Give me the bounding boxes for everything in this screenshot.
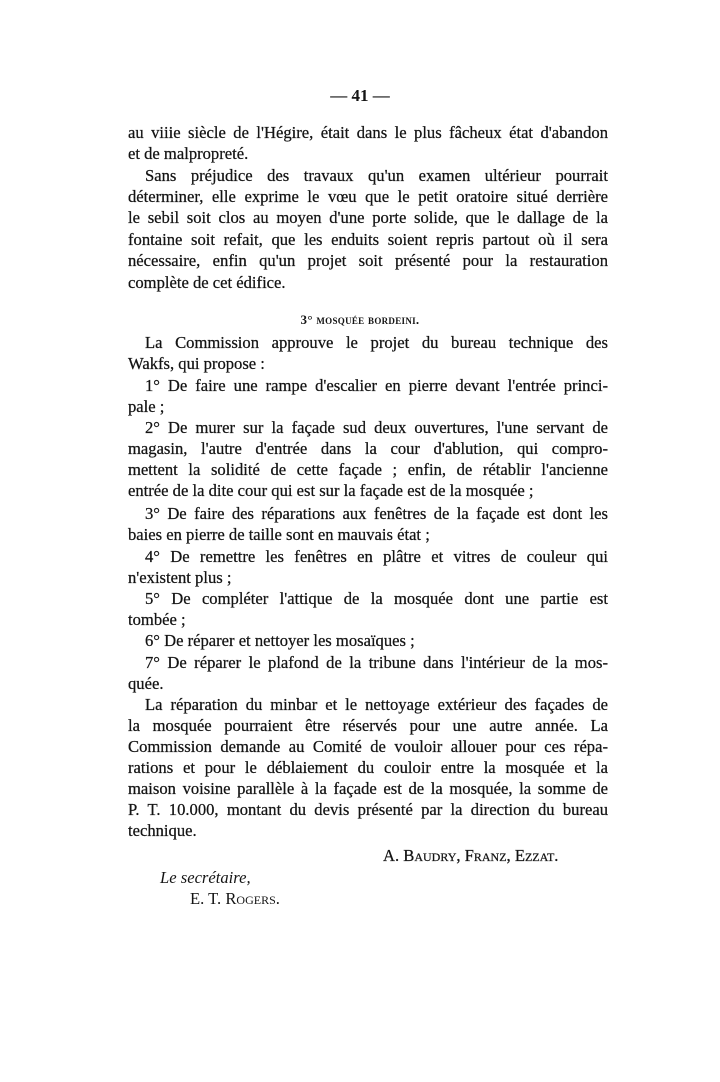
text-line: complète de cet édifice. bbox=[128, 273, 286, 292]
text-line: 3° De faire des réparations aux fenêtres de la façade est dont les bbox=[145, 504, 608, 523]
text-line: pale ; bbox=[128, 397, 165, 416]
text-line: Commission demande au Comité de vouloir allouer pour ces répa- bbox=[128, 737, 608, 756]
secretary-name: E. T. Rogers. bbox=[190, 889, 280, 908]
text-line: n'existent plus ; bbox=[128, 568, 232, 587]
text-line: et de malpropreté. bbox=[128, 144, 249, 163]
text-line: Sans préjudice des travaux qu'un examen ultérieur pourrait bbox=[145, 166, 608, 185]
text-line: entrée de la dite cour qui est sur la façade est de la mosquée ; bbox=[128, 481, 534, 500]
text-line: Wakfs, qui propose : bbox=[128, 354, 265, 373]
text-line: le sebil soit clos au moyen d'une porte solide, que le dallage de la bbox=[128, 208, 608, 227]
text-line: technique. bbox=[128, 821, 197, 840]
text-line: La réparation du minbar et le nettoyage extérieur des façades de bbox=[145, 695, 608, 714]
text-line: mettent la solidité de cette façade ; enfin, de rétablir l'ancienne bbox=[128, 460, 608, 479]
text-line: au viiie siècle de l'Hégire, était dans le plus fâcheux état d'abandon bbox=[128, 123, 608, 142]
text-line: 4° De remettre les fenêtres en plâtre et vitres de couleur qui bbox=[145, 547, 608, 566]
signatories: A. Baudry, Franz, Ezzat. bbox=[383, 846, 559, 865]
text-line: nécessaire, enfin qu'un projet soit présenté pour la restauration bbox=[128, 251, 608, 270]
text-line: 1° De faire une rampe d'escalier en pierre devant l'entrée princi- bbox=[145, 376, 608, 395]
text-line: rations et pour le déblaiement du couloir entre la mosquée et la bbox=[128, 758, 608, 777]
text-line: tombée ; bbox=[128, 610, 186, 629]
text-line: La Commission approuve le projet du bureau technique des bbox=[145, 333, 608, 352]
text-line: 5° De compléter l'attique de la mosquée dont une partie est bbox=[145, 589, 608, 608]
text-line: déterminer, elle exprime le vœu que le petit oratoire situé derrière bbox=[128, 187, 608, 206]
text-line: magasin, l'autre d'entrée dans la cour d'ablution, qui compro- bbox=[128, 439, 608, 458]
text-line: fontaine soit refait, que les enduits soient repris partout où il sera bbox=[128, 230, 608, 249]
page-number: — 41 — bbox=[330, 86, 390, 105]
text-line: quée. bbox=[128, 674, 164, 693]
text-line: 6° De réparer et nettoyer les mosaïques ; bbox=[145, 631, 415, 650]
text-line: maison voisine parallèle à la façade est de la mosquée, la somme de bbox=[128, 779, 608, 798]
text-line: la mosquée pourraient être réservés pour une autre année. La bbox=[128, 716, 608, 735]
text-line: baies en pierre de taille sont en mauvais état ; bbox=[128, 525, 430, 544]
text-line: 7° De réparer le plafond de la tribune dans l'intérieur de la mos- bbox=[145, 653, 608, 672]
section-heading: 3° mosquée bordeini. bbox=[300, 312, 420, 327]
text-line: 2° De murer sur la façade sud deux ouvertures, l'une servant de bbox=[145, 418, 608, 437]
secretary-title: Le secrétaire, bbox=[160, 868, 251, 887]
text-line: P. T. 10.000, montant du devis présenté par la direction du bureau bbox=[128, 800, 608, 819]
